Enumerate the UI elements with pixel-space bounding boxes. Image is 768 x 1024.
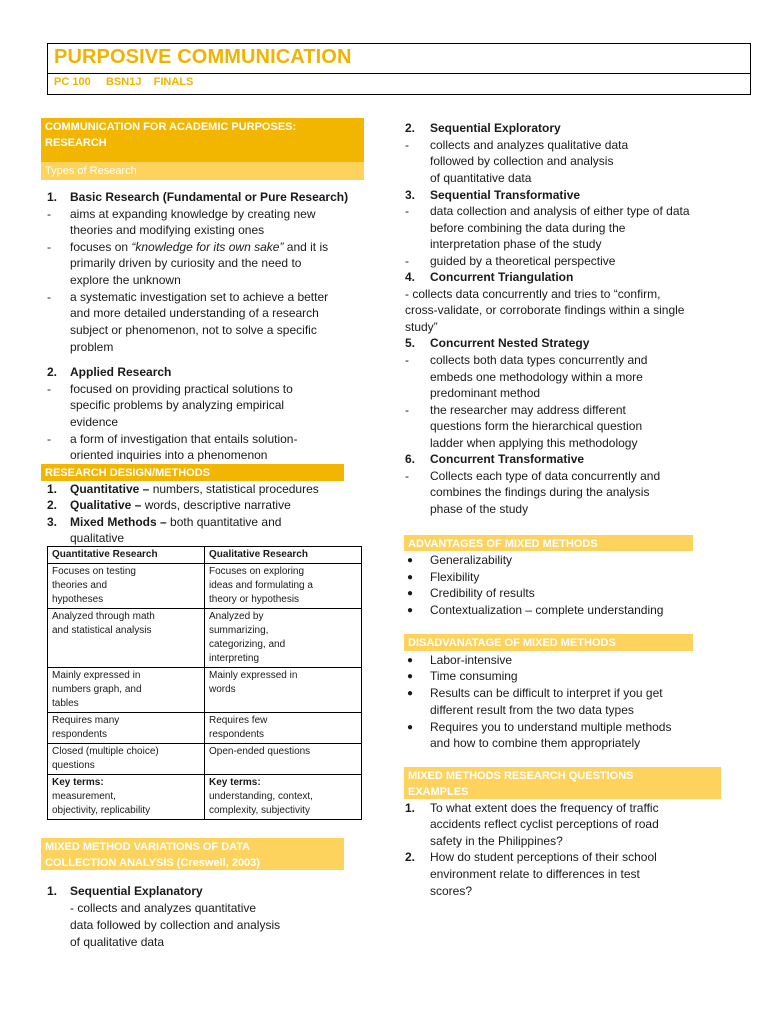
dash: - <box>47 207 51 221</box>
bullet-icon: ● <box>407 688 414 699</box>
cell-line: understanding, context, <box>209 791 313 802</box>
dash: - <box>405 138 409 152</box>
seq-trans-num: 3. <box>405 188 416 202</box>
bullet-icon: ● <box>407 671 414 682</box>
cell-line: words <box>209 684 236 695</box>
table-row <box>48 668 362 713</box>
bullet-icon: ● <box>407 655 414 666</box>
basic-line: explore the unknown <box>70 273 181 287</box>
dash: - <box>405 403 409 417</box>
design-desc: numbers, statistical procedures <box>149 482 319 496</box>
cell-line: measurement, <box>52 791 116 802</box>
cell-line: Requires few <box>209 715 268 726</box>
design-num: 2. <box>47 498 58 512</box>
design-heading: RESEARCH DESIGN/METHODS <box>41 464 344 481</box>
question-line: How do student perceptions of their school <box>430 850 657 864</box>
table-cell <box>48 564 205 609</box>
table-cell <box>48 744 205 775</box>
design-cont: qualitative <box>70 531 125 545</box>
conc-trans-title: Concurrent Transformative <box>430 452 585 466</box>
bullet-icon: ● <box>407 588 414 599</box>
design-num: 3. <box>47 515 58 529</box>
basic-line: problem <box>70 340 114 354</box>
conc-nest-line: collects both data types concurrently and <box>430 353 648 367</box>
cell-line: questions <box>52 760 95 771</box>
disadvantage-item: Requires you to understand multiple methods <box>430 720 672 734</box>
advantage-item: Contextualization – complete understanding <box>430 603 664 617</box>
basic-num: 1. <box>47 190 58 204</box>
comparison-table <box>47 546 362 820</box>
applied-line: oriented inquiries into a phenomenon <box>70 448 268 462</box>
header-box <box>47 43 751 95</box>
disadvantage-item: Results can be difficult to interpret if you get <box>430 686 663 700</box>
basic-line: primarily driven by curiosity and the need to <box>70 256 302 270</box>
table-cell <box>205 744 362 775</box>
table-row <box>48 775 362 820</box>
types-heading: Types of Research <box>41 162 364 180</box>
advantage-item: Credibility of results <box>430 586 535 600</box>
table-header-row <box>48 547 362 564</box>
applied-line: specific problems by analyzing empirical <box>70 398 285 412</box>
cell-line: categorizing, and <box>209 639 286 650</box>
seq-trans-line: interpretation phase of the study <box>430 237 602 251</box>
seq-trans-title: Sequential Transformative <box>430 188 581 202</box>
cell-line: tables <box>52 698 79 709</box>
design-term: Qualitative – <box>70 498 142 512</box>
applied-num: 2. <box>47 365 58 379</box>
cell-line: Open-ended questions <box>209 746 311 757</box>
table-row <box>48 564 362 609</box>
question-num: 1. <box>405 801 416 815</box>
table-row <box>48 744 362 775</box>
design-num: 1. <box>47 482 58 496</box>
conc-tri-title: Concurrent Triangulation <box>430 270 574 284</box>
table-row <box>48 609 362 668</box>
section-heading-academic <box>41 118 364 168</box>
disadvantages-heading: DISADVANATAGE OF MIXED METHODS <box>404 634 693 651</box>
dash: - <box>405 204 409 218</box>
bullet-icon: ● <box>407 605 414 616</box>
bullet-icon: ● <box>407 555 414 566</box>
conc-nest-title: Concurrent Nested Strategy <box>430 336 590 350</box>
seq-expl-line: - collects and analyzes quantitative <box>70 901 257 915</box>
seq-trans-line: before combining the data during the <box>430 221 626 235</box>
page-title: PURPOSIVE COMMUNICATION <box>54 46 352 68</box>
question-line: accidents reflect cyclist perceptions of road <box>430 817 659 831</box>
disadvantage-item: Labor-intensive <box>430 653 513 667</box>
course-meta: PC 100 BSN1J FINALS <box>54 76 194 88</box>
conc-nest-num: 5. <box>405 336 416 350</box>
cell-line: theory or hypothesis <box>209 594 300 605</box>
dash: - <box>47 382 51 396</box>
questions-heading-line-1: MIXED METHODS RESEARCH QUESTIONS <box>408 770 634 782</box>
table-cell <box>205 564 362 609</box>
table-cell <box>205 713 362 744</box>
question-line: scores? <box>430 884 473 898</box>
cell-line: Focuses on exploring <box>209 566 305 577</box>
advantage-item: Flexibility <box>430 570 480 584</box>
conc-tri-line: cross-validate, or corroborate findings within a single <box>405 303 685 317</box>
basic-focus-post: and it is <box>283 240 329 254</box>
disadvantage-item-cont: different result from the two data types <box>430 703 634 717</box>
design-term: Mixed Methods – <box>70 515 167 529</box>
applied-title: Applied Research <box>70 365 172 379</box>
table-cell <box>205 609 362 668</box>
dash: - <box>405 469 409 483</box>
seq-trans-line: guided by a theoretical perspective <box>430 254 616 268</box>
cell-line: objectivity, replicability <box>52 805 151 816</box>
table-header-quant: Quantitative Research <box>48 547 205 564</box>
dash: - <box>47 240 51 254</box>
questions-heading-line-2: EXAMPLES <box>408 786 469 798</box>
design-desc: words, descriptive narrative <box>141 498 291 512</box>
key-terms-label: Key terms: <box>52 777 104 788</box>
conc-trans-line: phase of the study <box>430 502 529 516</box>
design-term: Quantitative – <box>70 482 150 496</box>
basic-focus-quote: “knowledge for its own sake” <box>131 240 284 254</box>
header-title-row <box>48 44 750 74</box>
cell-line: hypotheses <box>52 594 104 605</box>
basic-title: Basic Research (Fundamental or Pure Research) <box>70 190 349 204</box>
applied-line: focused on providing practical solutions to <box>70 382 293 396</box>
conc-tri-line: - collects data concurrently and tries to “confirm, <box>405 287 661 301</box>
cell-line: Mainly expressed in <box>209 670 298 681</box>
design-desc: both quantitative and <box>166 515 282 529</box>
section-heading-line-2: RESEARCH <box>45 137 107 149</box>
table-cell <box>205 775 362 820</box>
seq-explo-title: Sequential Exploratory <box>430 121 561 135</box>
dash: - <box>47 432 51 446</box>
variations-heading <box>41 838 344 870</box>
basic-focus-pre: focuses on <box>70 240 132 254</box>
table-header-qual: Qualitative Research <box>205 547 362 564</box>
conc-nest-line: embeds one methodology within a more <box>430 370 643 384</box>
conc-trans-line: Collects each type of data concurrently and <box>430 469 661 483</box>
design-item <box>70 481 319 497</box>
conc-nest-line: predominant method <box>430 386 541 400</box>
advantage-item: Generalizability <box>430 553 513 567</box>
cell-line: and statistical analysis <box>52 625 152 636</box>
cell-line: Analyzed through math <box>52 611 155 622</box>
conc-trans-num: 6. <box>405 452 416 466</box>
cell-line: Analyzed by <box>209 611 264 622</box>
seq-explo-line: collects and analyzes qualitative data <box>430 138 629 152</box>
dash: - <box>405 353 409 367</box>
conc-trans-line: combines the findings during the analysis <box>430 485 650 499</box>
conc-nest-line: questions form the hierarchical question <box>430 419 643 433</box>
basic-line: subject or phenomenon, not to solve a specific <box>70 323 317 337</box>
dash: - <box>47 290 51 304</box>
cell-line: summarizing, <box>209 625 269 636</box>
design-item <box>70 497 291 513</box>
seq-explo-line: of quantitative data <box>430 171 532 185</box>
seq-expl-num: 1. <box>47 884 58 898</box>
basic-line-focus <box>70 239 328 255</box>
cell-line: respondents <box>52 729 108 740</box>
cell-line: Mainly expressed in <box>52 670 141 681</box>
conc-tri-line: study” <box>405 320 438 334</box>
conc-nest-line: ladder when applying this methodology <box>430 436 638 450</box>
basic-line: theories and modifying existing ones <box>70 223 265 237</box>
questions-heading <box>404 767 721 799</box>
variations-heading-line-1: MIXED METHOD VARIATIONS OF DATA <box>45 841 251 853</box>
seq-explo-num: 2. <box>405 121 416 135</box>
table-cell <box>205 668 362 713</box>
applied-line: evidence <box>70 415 119 429</box>
conc-tri-num: 4. <box>405 270 416 284</box>
advantages-heading: ADVANTAGES OF MIXED METHODS <box>404 535 693 551</box>
basic-line: and more detailed understanding of a research <box>70 306 319 320</box>
seq-expl-line: of qualitative data <box>70 935 165 949</box>
variations-heading-line-2: COLLECTION ANALYSIS (Creswell, 2003) <box>45 857 260 869</box>
table-cell <box>48 713 205 744</box>
question-line: environment relate to differences in test <box>430 867 640 881</box>
cell-line: interpreting <box>209 653 260 664</box>
cell-line: Requires many <box>52 715 120 726</box>
question-num: 2. <box>405 850 416 864</box>
table-cell <box>48 668 205 713</box>
seq-trans-line: data collection and analysis of either type of data <box>430 204 690 218</box>
applied-line: a form of investigation that entails solution- <box>70 432 298 446</box>
seq-explo-line: followed by collection and analysis <box>430 154 614 168</box>
section-heading-line-1: COMMUNICATION FOR ACADEMIC PURPOSES: <box>45 121 297 133</box>
cell-line: Focuses on testing <box>52 566 136 577</box>
cell-line: Closed (multiple choice) <box>52 746 159 757</box>
cell-line: ideas and formulating a <box>209 580 313 591</box>
disadvantage-item: Time consuming <box>430 669 518 683</box>
table-row <box>48 713 362 744</box>
question-line: safety in the Philippines? <box>430 834 563 848</box>
basic-line: aims at expanding knowledge by creating new <box>70 207 316 221</box>
key-terms-label: Key terms: <box>209 777 261 788</box>
disadvantage-item-cont: and how to combine them appropriately <box>430 736 641 750</box>
seq-expl-line: data followed by collection and analysis <box>70 918 281 932</box>
conc-nest-line: the researcher may address different <box>430 403 626 417</box>
cell-line: respondents <box>209 729 265 740</box>
question-line: To what extent does the frequency of traffic <box>430 801 659 815</box>
bullet-icon: ● <box>407 572 414 583</box>
table-cell <box>48 775 205 820</box>
dash: - <box>405 254 409 268</box>
table-cell <box>48 609 205 668</box>
bullet-icon: ● <box>407 722 414 733</box>
cell-line: numbers graph, and <box>52 684 142 695</box>
basic-line: a systematic investigation set to achieve a better <box>70 290 329 304</box>
cell-line: complexity, subjectivity <box>209 805 310 816</box>
cell-line: theories and <box>52 580 108 591</box>
design-item <box>70 514 281 530</box>
seq-expl-title: Sequential Explanatory <box>70 884 203 898</box>
